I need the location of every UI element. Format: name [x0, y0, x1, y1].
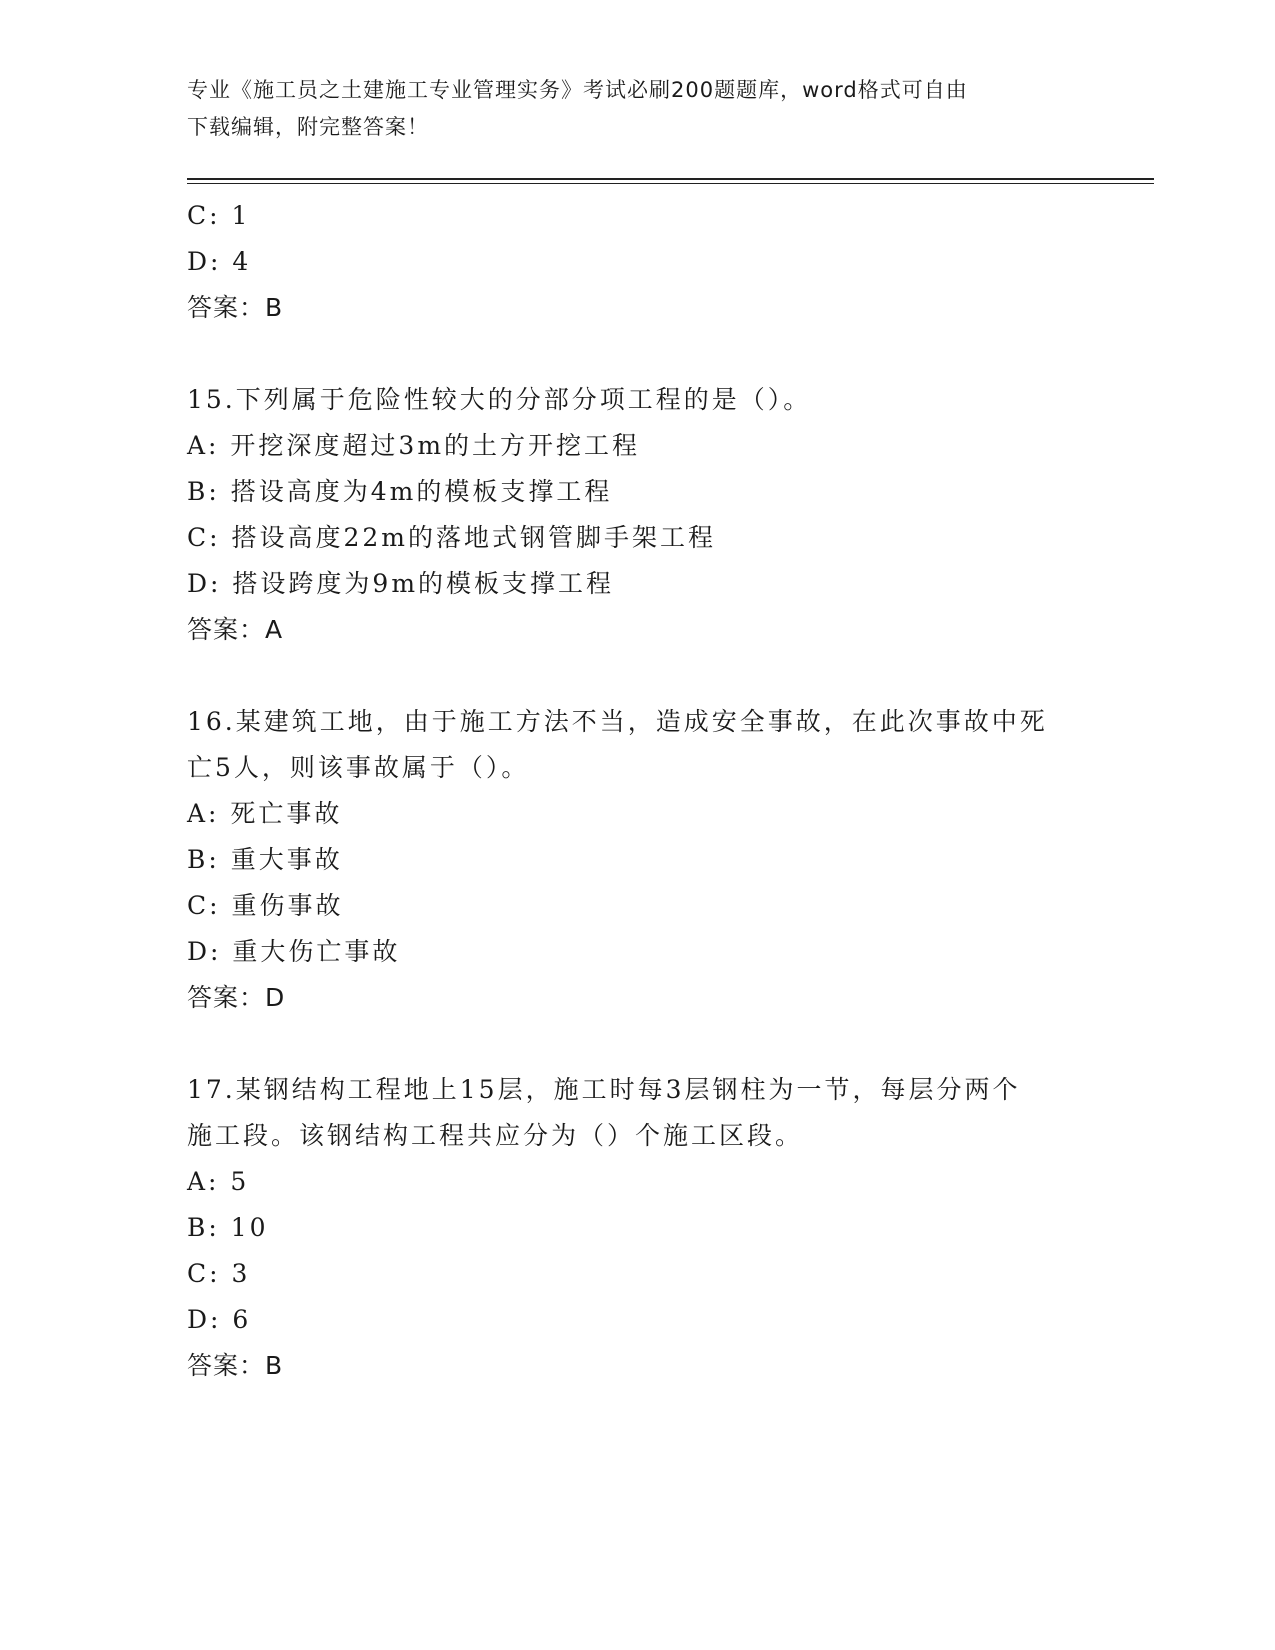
- option-d: D: 搭设跨度为9m的模板支撑工程: [187, 569, 615, 598]
- answer: 答案：D: [187, 983, 286, 1012]
- question-stem-line-1: 16.某建筑工地，由于施工方法不当，造成安全事故，在此次事故中死: [187, 707, 1048, 736]
- option-d: D: 4: [187, 247, 252, 276]
- question-stem-line-2: 亡5人，则该事故属于（）。: [187, 753, 530, 782]
- option-d: D: 重大伤亡事故: [187, 937, 401, 966]
- option-c: C: 搭设高度22m的落地式钢管脚手架工程: [187, 523, 717, 552]
- question-16: [187, 699, 1087, 1021]
- previous-question-tail: [187, 193, 1087, 331]
- question-15: [187, 377, 1087, 653]
- header-line-1: 专业《施工员之土建施工专业管理实务》考试必刷200题题库，word格式可自由: [187, 78, 968, 102]
- option-c: C: 重伤事故: [187, 891, 344, 920]
- option-c: C: 1: [187, 201, 251, 230]
- header-rule-thick: [187, 178, 1154, 180]
- question-stem: 15.下列属于危险性较大的分部分项工程的是（）。: [187, 385, 812, 414]
- option-b: B: 搭设高度为4m的模板支撑工程: [187, 477, 613, 506]
- option-a: A: 5: [187, 1167, 250, 1196]
- option-a: A: 开挖深度超过3m的土方开挖工程: [187, 431, 641, 460]
- answer: 答案：B: [187, 293, 284, 322]
- answer: 答案：B: [187, 1351, 284, 1380]
- header-rule-thin: [187, 183, 1154, 184]
- spacer: [187, 331, 1087, 377]
- page-header: [187, 72, 1087, 146]
- answer: 答案：A: [187, 615, 284, 644]
- question-list: [187, 193, 1087, 1389]
- question-stem-line-2: 施工段。该钢结构工程共应分为（）个施工区段。: [187, 1121, 804, 1150]
- header-line-2: 下载编辑，附完整答案！: [187, 115, 429, 139]
- spacer: [187, 653, 1087, 699]
- question-17: [187, 1067, 1087, 1389]
- spacer: [187, 1021, 1087, 1067]
- option-b: B: 重大事故: [187, 845, 343, 874]
- question-stem-line-1: 17.某钢结构工程地上15层，施工时每3层钢柱为一节，每层分两个: [187, 1075, 1021, 1104]
- option-b: B: 10: [187, 1213, 269, 1242]
- option-c: C: 3: [187, 1259, 251, 1288]
- option-a: A: 死亡事故: [187, 799, 343, 828]
- option-d: D: 6: [187, 1305, 252, 1334]
